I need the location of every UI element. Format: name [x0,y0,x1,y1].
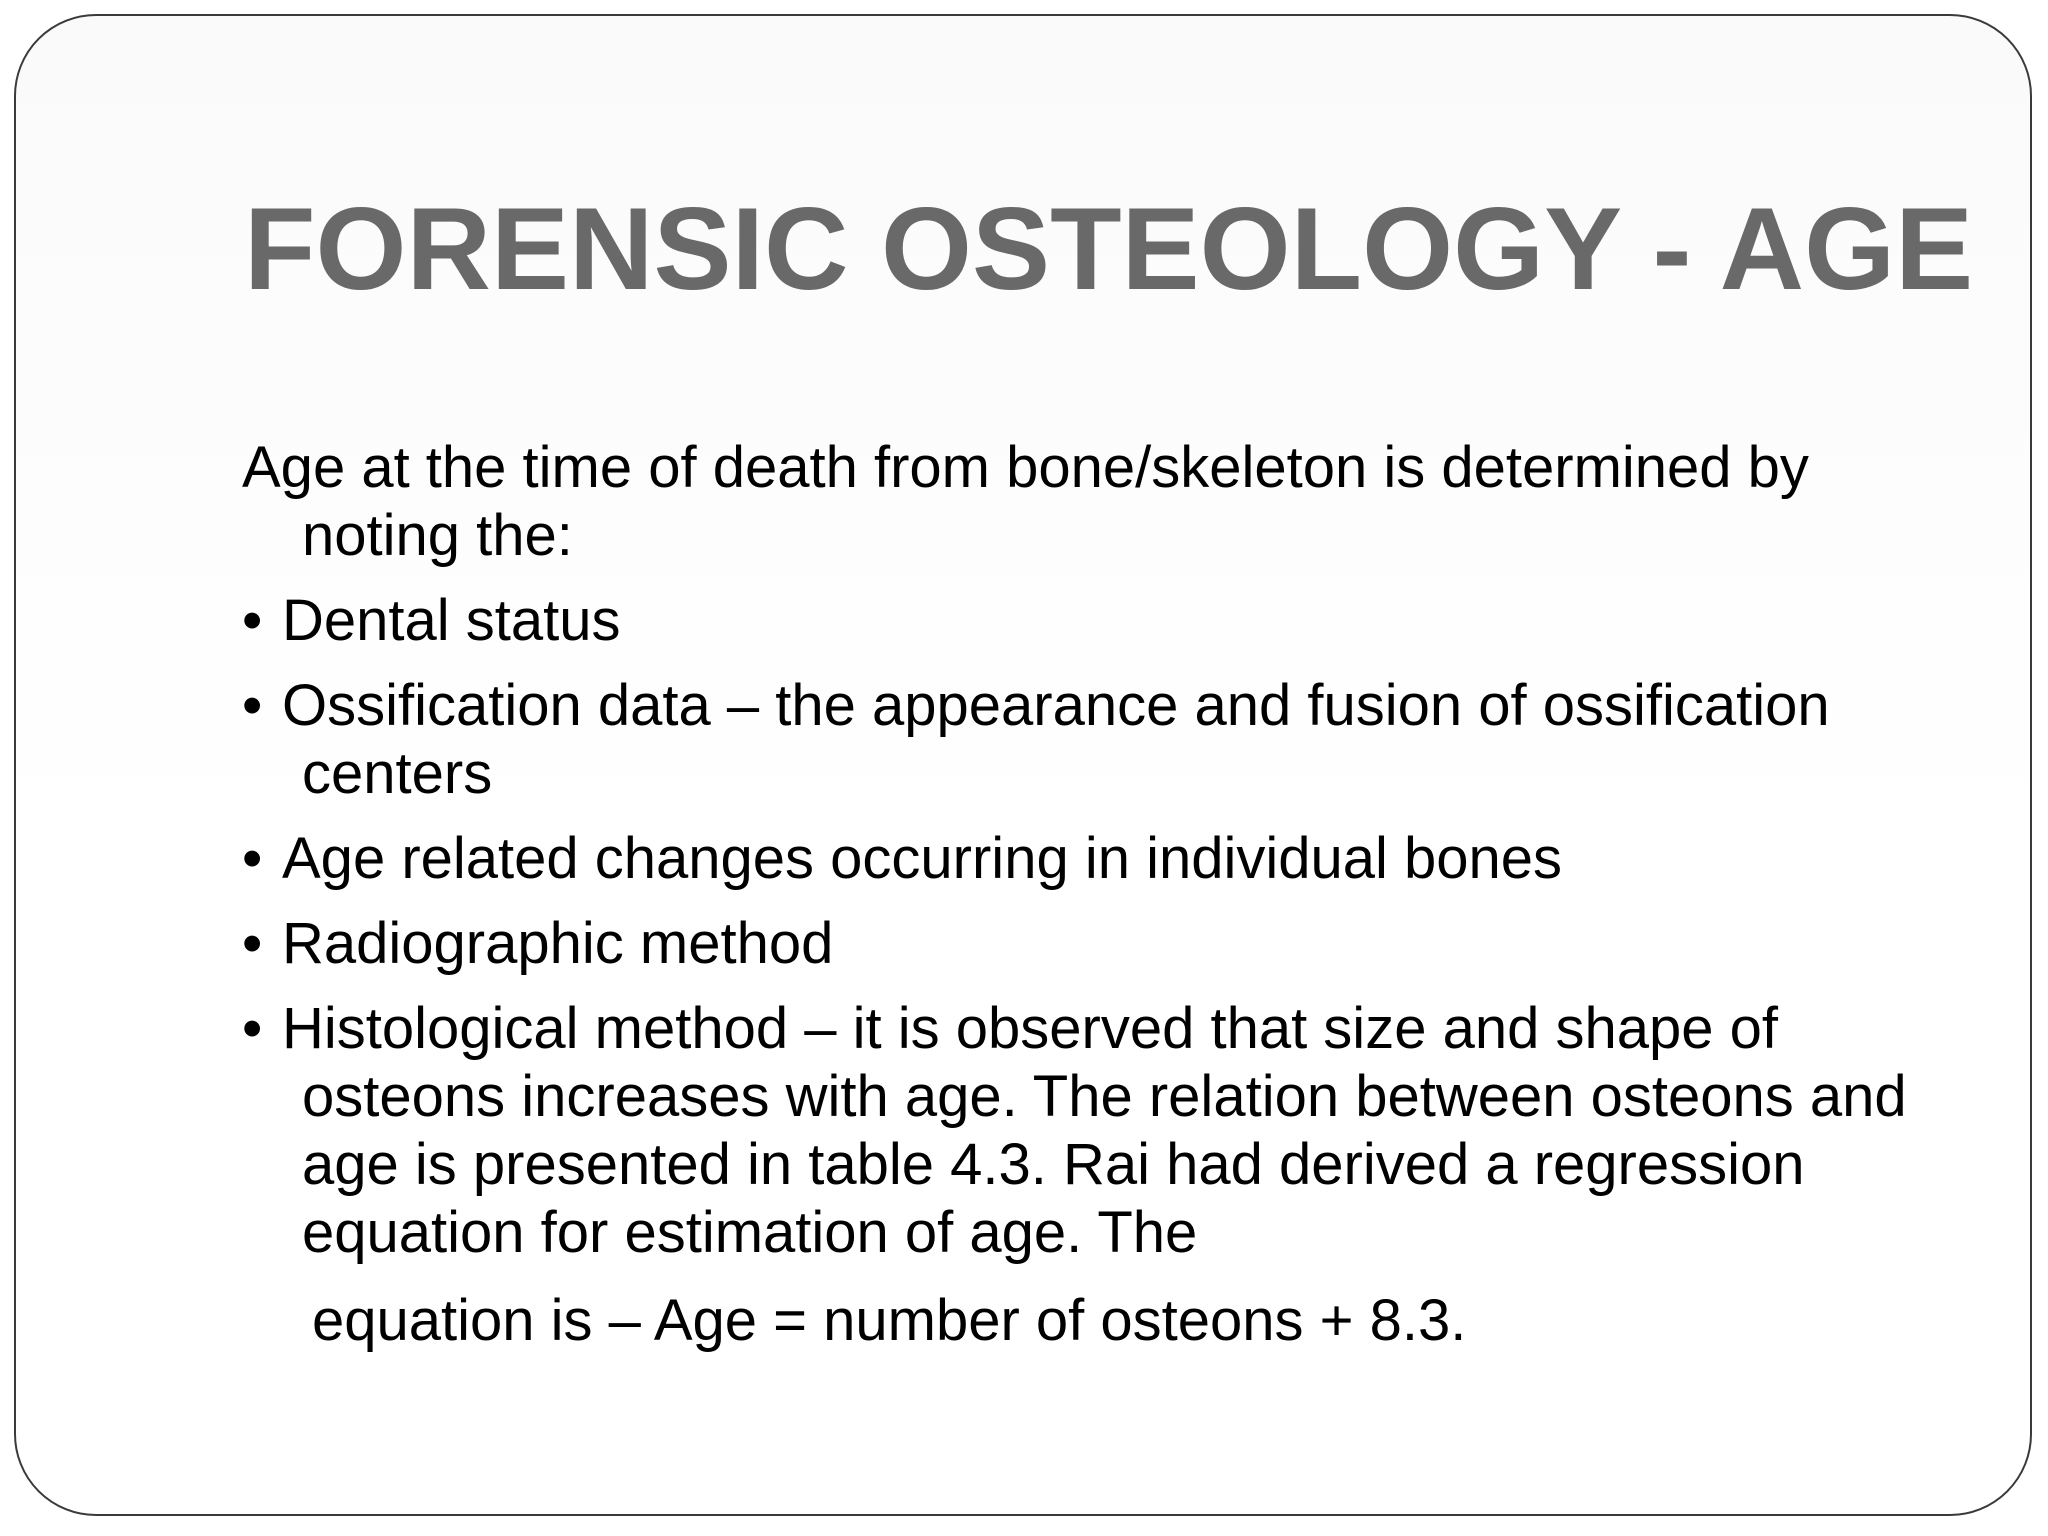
slide-title: FORENSIC OSTEOLOGY - AGE [244,183,1974,314]
bullet-item [242,910,1962,978]
bullet-glyph: • [242,996,263,1061]
bullet-glyph: • [242,826,263,891]
bullet-text: Dental status [282,588,621,653]
bullet-text: Radiographic method [282,911,834,976]
bullet-item [242,995,1962,1267]
slide-frame [14,14,2032,1516]
bullet-item [242,825,1962,893]
bullet-text: Histological method – it is observed that size and shape of osteons increases with age. The relation between osteons and age is presented in table 4.3. Rai had derived a regression equation for estimation of age. The [282,996,1907,1265]
slide-body [242,434,1962,1355]
bullet-item [242,587,1962,655]
bullet-text: Ossification data – the appearance and fusion of ossification centers [282,673,1830,806]
bullet-glyph: • [242,911,263,976]
bullet-item [242,672,1962,808]
equation-line: equation is – Age = number of osteons + 8.3. [312,1288,1467,1353]
bullet-glyph: • [242,588,263,653]
bullet-glyph: • [242,673,263,738]
intro-paragraph: Age at the time of death from bone/skeleton is determined by noting the: [242,435,1809,568]
bullet-text: Age related changes occurring in individual bones [282,826,1563,891]
